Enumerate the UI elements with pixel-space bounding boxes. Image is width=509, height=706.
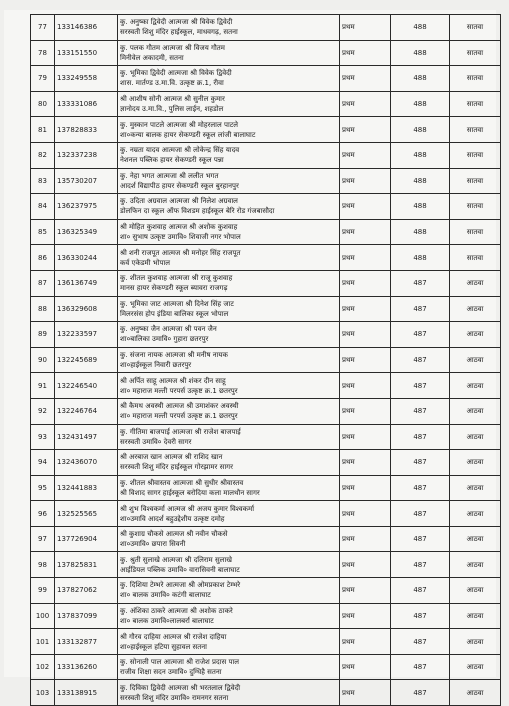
rank-cell: आठवा xyxy=(450,450,501,476)
serial-number-cell: 81 xyxy=(31,117,55,143)
roll-number-cell: 132246764 xyxy=(55,398,118,424)
student-name-school-cell xyxy=(118,526,340,552)
marks-cell: 487 xyxy=(391,501,450,527)
marks-cell: 488 xyxy=(391,194,450,220)
serial-number-cell: 88 xyxy=(31,296,55,322)
school-name-line: ज्ञानोदय उ.मा.वि., पुलिस लाईन, शहडोल xyxy=(120,105,224,114)
rank-cell: सातवा xyxy=(450,168,501,194)
division-cell: प्रथम xyxy=(340,66,391,92)
marks-cell: 487 xyxy=(391,654,450,680)
student-name-school-cell xyxy=(118,552,340,578)
roll-number-cell: 132233597 xyxy=(55,322,118,348)
rank-cell: आठवा xyxy=(450,424,501,450)
school-name-line: सरस्वती शिशु मंदिर उमावि० रामनगर सतना xyxy=(120,693,229,702)
serial-number-cell: 98 xyxy=(31,552,55,578)
rank-cell: आठवा xyxy=(450,501,501,527)
marks-cell: 487 xyxy=(391,322,450,348)
roll-number-cell: 137828833 xyxy=(55,117,118,143)
student-name-school-cell xyxy=(118,296,340,322)
division-cell: प्रथम xyxy=(340,680,391,706)
school-name-line: शा० महाराज मल्ती परपर्स उत्कृष्ट क्र.1 छतरपुर xyxy=(120,386,238,395)
marks-cell: 487 xyxy=(391,450,450,476)
table-row xyxy=(31,373,501,399)
student-name-school-cell xyxy=(118,603,340,629)
table-row xyxy=(31,194,501,220)
roll-number-cell: 132441883 xyxy=(55,475,118,501)
marks-cell: 487 xyxy=(391,424,450,450)
division-cell: प्रथम xyxy=(340,91,391,117)
student-name-school-cell xyxy=(118,270,340,296)
rank-cell: सातवा xyxy=(450,66,501,92)
rank-cell: सातवा xyxy=(450,194,501,220)
student-name-school-cell xyxy=(118,347,340,373)
student-name-line: श्री शनी राजपूत आत्मज श्री मनोहर सिंह राजपूत xyxy=(120,248,241,257)
school-name-line: सरस्वती उमावि० देवरी सागर xyxy=(120,437,192,446)
school-name-line: शा० बालक उमावि० कटंगी बालाघाट xyxy=(120,591,211,600)
school-name-line: श्री विशाद सागर हाईस्कूल बरोदिया कला मालथौन सागर xyxy=(120,488,260,497)
marks-cell: 488 xyxy=(391,66,450,92)
rank-cell: आठवा xyxy=(450,603,501,629)
table-row xyxy=(31,501,501,527)
roll-number-cell: 132431497 xyxy=(55,424,118,450)
student-name-school-cell xyxy=(118,398,340,424)
serial-number-cell: 84 xyxy=(31,194,55,220)
division-cell: प्रथम xyxy=(340,168,391,194)
marks-cell: 487 xyxy=(391,680,450,706)
student-name-school-cell xyxy=(118,629,340,655)
student-name-line: श्री कुशाग्र चौकसे आत्मज श्री नवीन चौकसे xyxy=(120,530,228,539)
table-row xyxy=(31,629,501,655)
student-name-school-cell xyxy=(118,322,340,348)
rank-cell: आठवा xyxy=(450,578,501,604)
school-name-line: मिलरसंस होप इंडिया बालिका स्कूल भोपाल xyxy=(120,309,229,318)
roll-number-cell: 133132877 xyxy=(55,629,118,655)
student-name-school-cell xyxy=(118,501,340,527)
division-cell: प्रथम xyxy=(340,501,391,527)
school-name-line: मानस हायर सेकण्डरी स्कूल ब्यावरा राजगढ़ xyxy=(120,284,228,293)
division-cell: प्रथम xyxy=(340,142,391,168)
student-name-school-cell xyxy=(118,40,340,66)
student-name-line: कु. अंशिका ठाकरे आत्मजा श्री अशोक ठाकरे xyxy=(120,606,233,615)
student-name-line: कु. भूमिका जाट आत्मजा श्री दिनेश सिंह जाट xyxy=(120,299,234,308)
roll-number-cell: 136325349 xyxy=(55,219,118,245)
table-row xyxy=(31,398,501,424)
student-name-line: कु. पलक गौतम आत्मजा श्री विजय गौतम xyxy=(120,43,225,52)
student-name-school-cell xyxy=(118,680,340,706)
student-name-line: श्री अर्पित साहू आत्मज श्री शंकर दीन साहू xyxy=(120,376,226,385)
serial-number-cell: 86 xyxy=(31,245,55,271)
rank-cell: सातवा xyxy=(450,15,501,41)
document-page xyxy=(4,10,496,702)
serial-number-cell: 87 xyxy=(31,270,55,296)
rank-cell: सातवा xyxy=(450,117,501,143)
student-name-school-cell xyxy=(118,194,340,220)
table-row xyxy=(31,142,501,168)
school-name-line: शा०उमावि आदर्श बहुउद्देशीय उत्कृष्ट दमोह xyxy=(120,514,225,523)
marks-cell: 487 xyxy=(391,629,450,655)
serial-number-cell: 91 xyxy=(31,373,55,399)
student-name-school-cell xyxy=(118,142,340,168)
rank-cell: आठवा xyxy=(450,629,501,655)
division-cell: प्रथम xyxy=(340,450,391,476)
serial-number-cell: 101 xyxy=(31,629,55,655)
division-cell: प्रथम xyxy=(340,603,391,629)
table-row xyxy=(31,450,501,476)
rank-cell: आठवा xyxy=(450,526,501,552)
marks-cell: 488 xyxy=(391,168,450,194)
school-name-line: डोलफिन दा स्कूल ऑफ विशडम हाईस्कूल बेरि रोड गंजबासौदा xyxy=(120,207,275,216)
student-name-school-cell xyxy=(118,475,340,501)
marks-cell: 487 xyxy=(391,603,450,629)
serial-number-cell: 89 xyxy=(31,322,55,348)
table-row xyxy=(31,654,501,680)
student-name-line: कु. मुस्कान पाटले आत्मजा श्री मोहरलाल पाटले xyxy=(120,120,239,129)
roll-number-cell: 136237975 xyxy=(55,194,118,220)
student-name-line: कु. शीतल श्रीवास्तव आत्मजा श्री सुधीर श्रीवास्तव xyxy=(120,478,244,487)
school-name-line: आदर्श विद्यापीठ हायर सेकण्डरी स्कूल बुरहानपुर xyxy=(120,181,239,190)
table-row xyxy=(31,66,501,92)
serial-number-cell: 93 xyxy=(31,424,55,450)
student-name-school-cell xyxy=(118,219,340,245)
table-row xyxy=(31,424,501,450)
school-name-line: नेशनल पब्लिक हायर सेकण्डरी स्कूल पन्ना xyxy=(120,156,224,165)
marks-cell: 488 xyxy=(391,15,450,41)
student-name-line: कु. श्रुती सुलाखे आत्मजा श्री दलिराम सुलाखे xyxy=(120,555,232,564)
student-name-line: कु. उदिता अग्रवाल आत्मजा श्री निलेश अग्रवाल xyxy=(120,197,238,206)
rank-cell: आठवा xyxy=(450,322,501,348)
division-cell: प्रथम xyxy=(340,424,391,450)
marks-cell: 488 xyxy=(391,219,450,245)
serial-number-cell: 95 xyxy=(31,475,55,501)
division-cell: प्रथम xyxy=(340,40,391,66)
student-name-line: कु. अनुष्का जैन आत्मजा श्री पवन जैन xyxy=(120,325,217,334)
division-cell: प्रथम xyxy=(340,398,391,424)
marks-cell: 488 xyxy=(391,142,450,168)
marks-cell: 487 xyxy=(391,296,450,322)
serial-number-cell: 83 xyxy=(31,168,55,194)
table-row xyxy=(31,603,501,629)
student-name-line: कु. गीतिमा बाजपाई आत्मजा श्री राजेश बाजपाई xyxy=(120,427,241,436)
student-name-school-cell xyxy=(118,245,340,271)
roll-number-cell: 135730207 xyxy=(55,168,118,194)
roll-number-cell: 137726904 xyxy=(55,526,118,552)
serial-number-cell: 96 xyxy=(31,501,55,527)
division-cell: प्रथम xyxy=(340,296,391,322)
division-cell: प्रथम xyxy=(340,270,391,296)
division-cell: प्रथम xyxy=(340,552,391,578)
roll-number-cell: 132525565 xyxy=(55,501,118,527)
school-name-line: शास. मार्तण्ड उ.मा.वि. उत्कृष्ट क्र.1, रीवा xyxy=(120,79,224,88)
roll-number-cell: 137825831 xyxy=(55,552,118,578)
student-name-line: कु. संजना नायक आत्मजा श्री मनीष नायक xyxy=(120,351,228,360)
division-cell: प्रथम xyxy=(340,194,391,220)
table-row xyxy=(31,680,501,706)
student-name-school-cell xyxy=(118,654,340,680)
table-row xyxy=(31,40,501,66)
student-name-line: कु. दिविका द्विवेदी आत्मजा श्री भरतलाल द्विवेदी xyxy=(120,683,241,692)
division-cell: प्रथम xyxy=(340,629,391,655)
marks-cell: 487 xyxy=(391,373,450,399)
table-row xyxy=(31,117,501,143)
student-name-line: श्री गौरव दाहिया आत्मज श्री राजेश दाहिया xyxy=(120,632,227,641)
student-name-line: श्री मोहित कुशवाह आत्मज श्री अशोक कुशवाह xyxy=(120,223,238,232)
marks-cell: 487 xyxy=(391,475,450,501)
roll-number-cell: 136329608 xyxy=(55,296,118,322)
rank-cell: आठवा xyxy=(450,552,501,578)
student-name-line: कु. शीतल कुशवाह आत्मजा श्री राजू कुशवाह xyxy=(120,274,233,283)
marks-cell: 488 xyxy=(391,245,450,271)
roll-number-cell: 137827062 xyxy=(55,578,118,604)
rank-cell: आठवा xyxy=(450,373,501,399)
roll-number-cell: 132246540 xyxy=(55,373,118,399)
marks-cell: 488 xyxy=(391,40,450,66)
division-cell: प्रथम xyxy=(340,322,391,348)
school-name-line: राजीव शिक्षा सदन उमावि० दुग्धिहै सतना xyxy=(120,668,222,677)
roll-number-cell: 133138915 xyxy=(55,680,118,706)
roll-number-cell: 133151550 xyxy=(55,40,118,66)
school-name-line: शा० बालक उमावि०लालबर्रा बालाघाट xyxy=(120,616,214,625)
serial-number-cell: 103 xyxy=(31,680,55,706)
serial-number-cell: 90 xyxy=(31,347,55,373)
serial-number-cell: 78 xyxy=(31,40,55,66)
roll-number-cell: 137837099 xyxy=(55,603,118,629)
rank-cell: आठवा xyxy=(450,475,501,501)
serial-number-cell: 102 xyxy=(31,654,55,680)
marks-cell: 488 xyxy=(391,117,450,143)
table-row xyxy=(31,270,501,296)
marks-cell: 487 xyxy=(391,270,450,296)
marks-cell: 487 xyxy=(391,552,450,578)
table-row xyxy=(31,245,501,271)
division-cell: प्रथम xyxy=(340,578,391,604)
student-name-line: कु. सोनाली पाल आत्मजा श्री राजेश प्रदास पाल xyxy=(120,658,240,667)
school-name-line: शा०हाईस्कूल हटिया सुहावल सतना xyxy=(120,642,207,651)
student-name-school-cell xyxy=(118,168,340,194)
roll-number-cell: 133136260 xyxy=(55,654,118,680)
table-row xyxy=(31,296,501,322)
merit-list-table xyxy=(30,14,501,706)
roll-number-cell: 136330244 xyxy=(55,245,118,271)
student-name-line: श्री आशीष सोनी आत्मज श्री सुनील कुमार xyxy=(120,95,225,104)
marks-cell: 487 xyxy=(391,526,450,552)
roll-number-cell: 132337238 xyxy=(55,142,118,168)
rank-cell: सातवा xyxy=(450,40,501,66)
division-cell: प्रथम xyxy=(340,117,391,143)
division-cell: प्रथम xyxy=(340,526,391,552)
student-name-school-cell xyxy=(118,91,340,117)
school-name-line: आईडियल पब्लिक उमावि० वारासिवनी बालाघाट xyxy=(120,565,240,574)
school-name-line: शा०हाईस्कूल निवारी छतरपुर xyxy=(120,361,192,370)
student-name-school-cell xyxy=(118,578,340,604)
serial-number-cell: 94 xyxy=(31,450,55,476)
serial-number-cell: 82 xyxy=(31,142,55,168)
school-name-line: मिनीवेल अकादमी, सतना xyxy=(120,53,184,62)
rank-cell: आठवा xyxy=(450,347,501,373)
student-name-line: कु. नेहा भगत आत्मजा श्री ललीत भगत xyxy=(120,171,219,180)
table-row xyxy=(31,578,501,604)
serial-number-cell: 85 xyxy=(31,219,55,245)
division-cell: प्रथम xyxy=(340,347,391,373)
school-name-line: शा० महाराज मल्ती परपर्स उत्कृष्ट क्र.1 छतरपुर xyxy=(120,412,238,421)
division-cell: प्रथम xyxy=(340,475,391,501)
division-cell: प्रथम xyxy=(340,373,391,399)
student-name-school-cell xyxy=(118,15,340,41)
serial-number-cell: 92 xyxy=(31,398,55,424)
table-row xyxy=(31,347,501,373)
serial-number-cell: 77 xyxy=(31,15,55,41)
division-cell: प्रथम xyxy=(340,654,391,680)
rank-cell: सातवा xyxy=(450,245,501,271)
student-name-school-cell xyxy=(118,450,340,476)
student-name-school-cell xyxy=(118,66,340,92)
student-name-line: कु. नम्रता यादव आत्मजा श्री लोकेन्द्र सिंह यादव xyxy=(120,146,240,155)
roll-number-cell: 132245689 xyxy=(55,347,118,373)
serial-number-cell: 99 xyxy=(31,578,55,604)
serial-number-cell: 79 xyxy=(31,66,55,92)
serial-number-cell: 80 xyxy=(31,91,55,117)
student-name-school-cell xyxy=(118,424,340,450)
marks-cell: 487 xyxy=(391,578,450,604)
rank-cell: सातवा xyxy=(450,91,501,117)
table-row xyxy=(31,15,501,41)
rank-cell: सातवा xyxy=(450,142,501,168)
rank-cell: आठवा xyxy=(450,398,501,424)
table-row xyxy=(31,168,501,194)
marks-cell: 488 xyxy=(391,91,450,117)
school-name-line: सरस्वती शिशु मंदिर हाईस्कूल, माधवगढ़, सतना xyxy=(120,28,238,37)
division-cell: प्रथम xyxy=(340,245,391,271)
school-name-line: शा०बालिका उमावि० गुहारा छतरपुर xyxy=(120,335,209,344)
school-name-line: शा० सुभाष उत्कृष्ट उमावि० शिवाजी नगर भोपाल xyxy=(120,233,241,242)
student-name-line: श्री कैमथ अवस्थी आत्मज श्री उमाशंकर अवस्थी xyxy=(120,402,239,411)
table-row xyxy=(31,219,501,245)
division-cell: प्रथम xyxy=(340,15,391,41)
table-row xyxy=(31,526,501,552)
roll-number-cell: 132436070 xyxy=(55,450,118,476)
roll-number-cell: 133146386 xyxy=(55,15,118,41)
marks-cell: 487 xyxy=(391,398,450,424)
school-name-line: शा०कन्या बालक हायर सेकण्डरी स्कूल लांजी बालाघाट xyxy=(120,130,256,139)
roll-number-cell: 136136749 xyxy=(55,270,118,296)
student-name-line: कु. भूमिका द्विवेदी आत्मजा श्री विवेक द्विवेदी xyxy=(120,69,232,78)
table-row xyxy=(31,475,501,501)
division-cell: प्रथम xyxy=(340,219,391,245)
rank-cell: आठवा xyxy=(450,680,501,706)
student-name-line: श्री शुभ विश्वकर्मा आत्मज श्री अजय कुमार विश्वकर्मा xyxy=(120,504,255,513)
merit-list-body xyxy=(31,15,501,706)
roll-number-cell: 133331086 xyxy=(55,91,118,117)
school-name-line: शा०उमावि० छपारा सिवनी xyxy=(120,540,186,549)
table-row xyxy=(31,322,501,348)
rank-cell: आठवा xyxy=(450,296,501,322)
student-name-line: कु. दिशिया टेम्भरे आत्मजा श्री ओमप्रकाश टेम्भरे xyxy=(120,581,241,590)
student-name-line: श्री अरबाज खान आत्मज श्री राशिद खान xyxy=(120,453,223,462)
table-row xyxy=(31,91,501,117)
serial-number-cell: 100 xyxy=(31,603,55,629)
student-name-school-cell xyxy=(118,117,340,143)
student-name-line: कु. अनुष्का द्विवेदी आत्मजा श्री विवेक द्विवेदी xyxy=(120,18,233,27)
table-row xyxy=(31,552,501,578)
student-name-school-cell xyxy=(118,373,340,399)
rank-cell: आठवा xyxy=(450,654,501,680)
serial-number-cell: 97 xyxy=(31,526,55,552)
rank-cell: सातवा xyxy=(450,219,501,245)
marks-cell: 487 xyxy=(391,347,450,373)
school-name-line: सरस्वती शिशु मंदिर हाईस्कूल गोरझामर सागर xyxy=(120,463,233,472)
school-name-line: कर्व एकेडमी भोपाल xyxy=(120,258,170,267)
rank-cell: आठवा xyxy=(450,270,501,296)
roll-number-cell: 133249558 xyxy=(55,66,118,92)
